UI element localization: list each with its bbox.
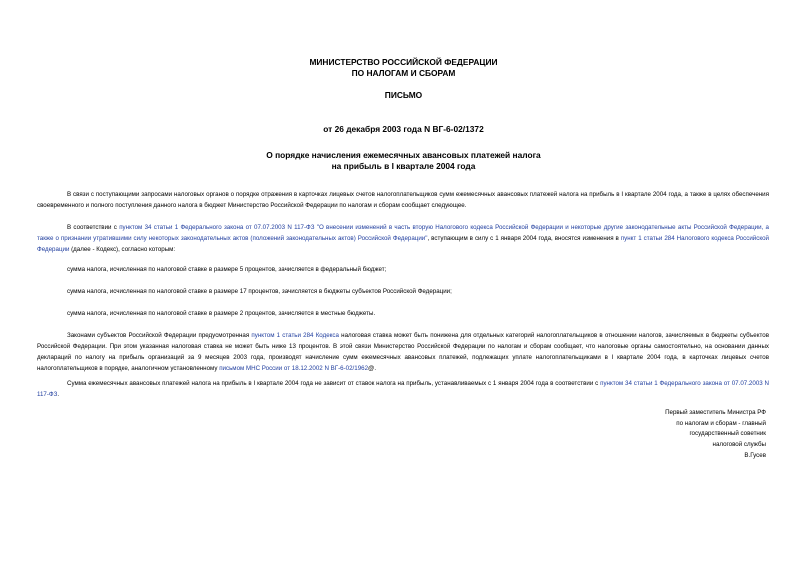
document-title-line2: на прибыль в I квартале 2004 года [331,161,476,171]
paragraph-amendments-text-start: В соответствии с [67,224,120,231]
list-item-federal-budget: сумма налога, исчисленная по налоговой ставке в размере 5 процентов, зачисляется в федеральный бюджет; [67,266,387,273]
document-date-number: от 26 декабря 2003 года N ВГ-6-02/1372 [323,124,484,134]
paragraph-regional-laws [37,330,769,374]
federal-law-117-link[interactable]: пунктом 34 статьи 1 Федерального закона от 07.07.2003 N 117-ФЗ "О внесении изменений в часть вторую Налогового кодекса Российской Федерации и некоторые другие законодательные акты Российской Федерации, а также о признании утратившими силу некоторых законодательных актов (положений законодательных актов) Российской Федерации" [37,224,769,242]
paragraph-regional-laws-text-start: Законами субъектов Российской Федерации предусмотренная [67,332,252,339]
signature-position-line3: государственный советник [689,430,766,438]
signature-position-line1: Первый заместитель Министра РФ [665,409,766,416]
federal-law-117-link-2[interactable]: пунктом 34 статьи 1 Федерального закона от 07.07.2003 N 117-ФЗ [37,380,770,398]
document-type: ПИСЬМО [384,90,423,100]
signature-position-line4: налоговой службы [712,441,766,449]
ministry-name-line2: ПО НАЛОГАМ И СБОРАМ [351,68,456,78]
paragraph-amendments-text-middle: , вступающим в силу с 1 января 2004 года, вносятся изменения в [427,235,621,242]
paragraph-amendments [37,222,769,255]
paragraph-intro: В связи с поступающими запросами налоговых органов о порядке отражения в карточках лицевых счетов налогоплательщиков сумм ежемесячных авансовых платежей налога на прибыль в I квартале 2004 года, а также в целях обеспечения своевременного и полного поступления данного налога в бюджет Министерство Российской Федерации по налогам и сборам сообщает следующее. [37,191,769,209]
paragraph-regional-laws-text-end: @. [368,365,377,372]
tax-code-article-284-link[interactable]: пункт 1 статьи 284 Налогового кодекса Российской Федерации [37,235,769,253]
list-item-local-budget: сумма налога, исчисленная по налоговой ставке в размере 2 процентов, зачисляется в местные бюджеты. [67,310,376,317]
paragraph-regional-laws-text-middle: налоговая ставка может быть понижена для отдельных категорий налогоплательщиков в отношении налогов, зачисляемых в бюджеты субъектов Российской Федерации. При этом указанная налоговая ставка не может быть ниже 13 процентов. В этой связи Министерство Российской Федерации по налогам и сборам сообщает, что налоговые органы самостоятельно, на основании данных деклараций по налогу на прибыль организаций за 9 месяцев 2003 года, производят начисление сумм ежемесячных авансовых платежей, подлежащих уплате налогоплательщиками в I квартале 2004 года, в карточках лицевых счетов налогоплательщиков в порядке, аналогичном установленному [37,332,769,372]
signature-block [546,408,766,462]
mns-letter-link[interactable]: письмом МНС России от 18.12.2002 N ВГ-6-02/1962 [219,365,369,372]
ministry-name-line1: МИНИСТЕРСТВО РОССИЙСКОЙ ФЕДЕРАЦИИ [309,57,498,67]
signatory-name: В.Гусев [744,451,766,459]
paragraph-advance-payments-text-start: Сумма ежемесячных авансовых платежей налога на прибыль в I квартале 2004 года не зависит от ставок налога на прибыль, устанавливаемых с 1 января 2004 года в соответствии с [67,380,601,387]
document-title-line1: О порядке начисления ежемесячных авансовых платежей налога [266,150,541,160]
paragraph-advance-payments-text-end: . [57,391,60,398]
list-item-regional-budget: сумма налога, исчисленная по налоговой ставке в размере 17 процентов, зачисляется в бюджеты субъектов Российской Федерации; [67,288,452,295]
paragraph-advance-payments [37,378,769,400]
signature-position-line2: по налогам и сборам - главный [676,419,766,427]
code-article-284-link[interactable]: пунктом 1 статьи 284 Кодекса [251,332,339,339]
paragraph-amendments-text-end: (далее - Кодекс), согласно которым: [69,246,176,253]
